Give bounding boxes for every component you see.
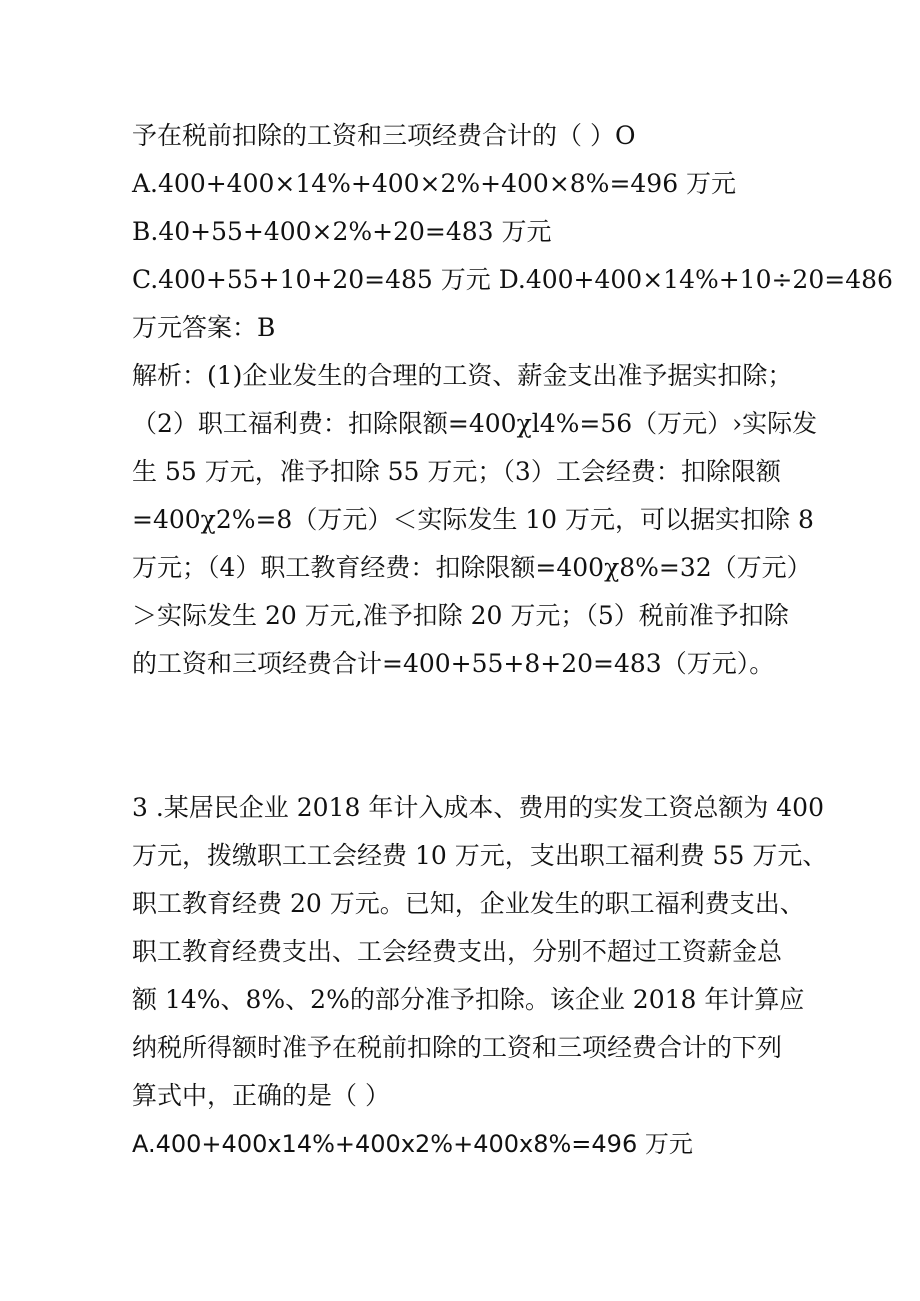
- q3-question-line: 万元，拨缴职工工会经费 10 万元，支出职工福利费 55 万元、: [132, 841, 828, 870]
- q2-explanation-line: ＞实际发生 20 万元,准予扣除 20 万元；（5）税前准予扣除: [132, 601, 789, 630]
- q2-question-tail: 予在税前扣除的工资和三项经费合计的（ ）O: [132, 121, 636, 150]
- q3-question-line: 纳税所得额时准予在税前扣除的工资和三项经费合计的下列: [132, 1033, 783, 1062]
- q2-explanation-line: 解析：(1)企业发生的合理的工资、薪金支出准予据实扣除；: [132, 361, 793, 390]
- q3-question-line: 算式中，正确的是（ ）: [132, 1081, 390, 1110]
- q2-option-b: B.40+55+400×2%+20=483 万元: [132, 217, 552, 246]
- q2-options-c-d: C.400+55+10+20=485 万元 D.400+400×14%+10÷20=486: [132, 265, 893, 294]
- q2-explanation-line: 生 55 万元，准予扣除 55 万元；（3）工会经费：扣除限额: [132, 457, 781, 486]
- q3-question-line: 额 14%、8%、2%的部分准予扣除。该企业 2018 年计算应: [132, 985, 805, 1014]
- q2-option-a: A.400+400×14%+400×2%+400×8%=496 万元: [132, 169, 737, 198]
- q2-explanation-line: （2）职工福利费：扣除限额=400χl4%=56（万元）›实际发: [132, 409, 818, 438]
- q2-answer: 万元答案：B: [132, 313, 276, 342]
- q3-question-line: 职工教育经费支出、工会经费支出，分别不超过工资薪金总: [132, 937, 783, 966]
- q3-option-a: A.400+400x14%+400x2%+400x8%=496 万元: [132, 1130, 693, 1158]
- q3-question-line: 职工教育经费 20 万元。已知，企业发生的职工福利费支出、: [132, 889, 805, 918]
- q2-explanation-line: 万元；（4）职工教育经费：扣除限额=400χ8%=32（万元）: [132, 553, 812, 582]
- q2-explanation-line: 的工资和三项经费合计=400+55+8+20=483（万元）。: [132, 649, 775, 678]
- q2-explanation-line: =400χ2%=8（万元）＜实际发生 10 万元，可以据实扣除 8: [132, 505, 814, 534]
- q3-question-line: 3 .某居民企业 2018 年计入成本、费用的实发工资总额为 400: [132, 793, 824, 822]
